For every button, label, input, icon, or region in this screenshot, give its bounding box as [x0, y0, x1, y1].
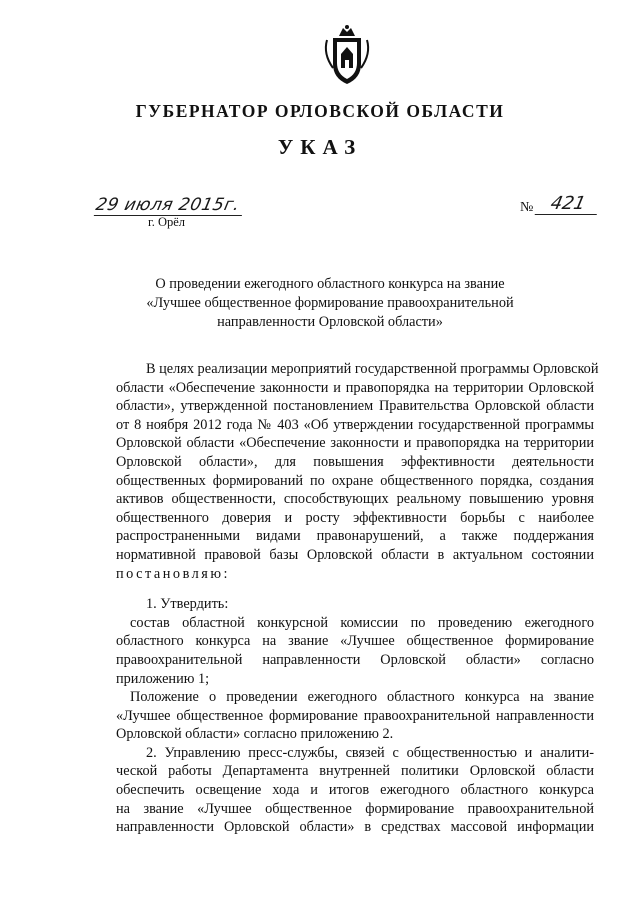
handwritten-number: 421	[535, 193, 602, 215]
text-line: распространенными видами правонарушений, а также поддержания	[116, 528, 594, 545]
item-heading: 1. Утвердить:	[146, 596, 229, 613]
decree-body	[116, 360, 599, 837]
text-line: Орловской области «Обеспечение законности и правопорядка на территории	[116, 435, 594, 452]
text-line: приложению 1;	[116, 670, 210, 687]
item-1	[116, 595, 594, 744]
text-line: общественного доверия и росту эффективности борьбы с наиболее	[116, 509, 594, 526]
issuing-authority: ГУБЕРНАТОР ОРЛОВСКОЙ ОБЛАСТИ	[135, 101, 505, 121]
text-line: 2. Управлению пресс-службы, связей с общественностью и аналити-	[146, 744, 594, 761]
place-of-issue: г. Орёл	[148, 215, 186, 229]
text-line: нормативной правовой базы Орловской области в актуальном состоянии	[116, 546, 594, 563]
text-line: «Лучшее общественное формирование правоохранительной направленности	[116, 707, 594, 724]
text-line: направленности Орловской области» в средствах массовой информации	[116, 819, 594, 836]
text-line: области «Обеспечение законности и правопорядка на территории Орловской	[116, 379, 594, 396]
text-line: состав областной конкурсной комиссии по проведению ежегодного	[130, 614, 594, 631]
text-line: областного конкурса на звание «Лучшее общественное формирование	[116, 633, 594, 650]
text-line: Положение о проведении ежегодного областного конкурса на звание	[130, 689, 594, 706]
number-label: №	[520, 200, 534, 215]
text-line: общественных формирований по охране общественного порядка, создания	[116, 472, 594, 489]
text-line: В целях реализации мероприятий государственной программы Орловской	[146, 361, 599, 377]
paragraph-preamble	[116, 360, 599, 583]
text-line: активов общественности, способствующих реальному повышению уровня	[116, 491, 594, 508]
text-line: на звание «Лучшее общественное формирование правоохранительной	[116, 800, 594, 817]
item-2	[116, 744, 594, 837]
text-line: от 8 ноября 2012 года № 403 «Об утверждении государственной программы	[116, 416, 594, 433]
text-line: обеспечить освещение хода и итогов ежегодного областного конкурса	[116, 782, 594, 799]
document-type: УКАЗ	[277, 135, 363, 159]
text-line: Орловской области» согласно приложению 2.	[116, 726, 394, 743]
text-line: Орловской области», для повышения эффективности деятельности	[116, 453, 594, 470]
handwritten-date: 29 июля 2015г.	[94, 195, 246, 216]
title-line: направленности Орловской области»	[217, 314, 443, 330]
text-line: ческой работы Департамента внутренней политики Орловской области	[116, 763, 594, 780]
title-line: О проведении ежегодного областного конкурса на звание	[155, 276, 505, 292]
decree-title	[110, 275, 550, 332]
decree-word: постановляю:	[116, 565, 230, 582]
text-line: правоохранительной направленности Орловской области» согласно	[116, 651, 594, 668]
title-line: «Лучшее общественное формирование правоохранительной	[146, 295, 514, 311]
text-line: области», утвержденной постановлением Правительства Орловской области	[116, 398, 594, 415]
orel-coat-of-arms-icon	[319, 24, 375, 86]
